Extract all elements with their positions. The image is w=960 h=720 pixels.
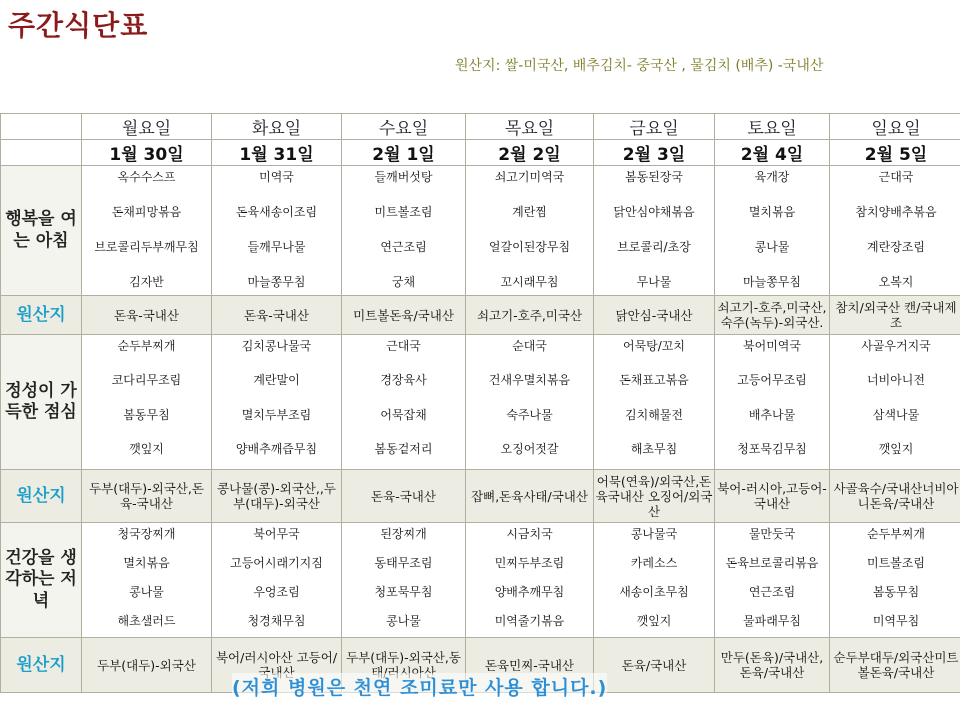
menu-item: 꼬시래무침 [500, 275, 559, 289]
menu-item: 봄동무침 [872, 585, 920, 599]
day-header: 수요일 [342, 114, 466, 140]
lunch-label: 정성이 가득한 점심 [1, 335, 82, 470]
lunch-day-cell [466, 335, 594, 470]
menu-item: 봄동된장국 [625, 170, 683, 184]
breakfast-day-cell [342, 166, 466, 296]
lunch-day-cell [594, 335, 715, 470]
menu-item: 들깨버섯탕 [374, 170, 433, 184]
corner-cell [1, 140, 82, 166]
menu-item: 마늘쫑무침 [743, 275, 801, 289]
menu-item: 순대국 [512, 339, 547, 353]
day-header: 월요일 [82, 114, 212, 140]
menu-item: 참치양배추볶음 [855, 205, 937, 219]
lunch-day-cell [715, 335, 830, 470]
origin-cell: 어묵(연육)/외국산,돈육국내산 오징어/외국산 [594, 470, 715, 523]
menu-item: 닭안심야채볶음 [613, 205, 695, 219]
date-header: 2월 5일 [830, 140, 960, 166]
dinner-day-cell [830, 523, 960, 638]
menu-item: 건새우멸치볶음 [488, 373, 571, 388]
menu-item: 된장찌개 [380, 527, 427, 541]
menu-item: 콩나물국 [630, 527, 678, 541]
menu-item: 어묵잡채 [380, 407, 427, 422]
breakfast-day-cell [212, 166, 342, 296]
origin-cell: 콩나물(콩)-외국산,,두부(대두)-외국산 [212, 470, 342, 523]
menu-item: 콩나물 [129, 585, 164, 599]
dinner-label: 건강을 생각하는 저녁 [1, 523, 82, 638]
menu-item: 삼색나물 [872, 407, 920, 422]
date-header: 2월 1일 [342, 140, 466, 166]
menu-item: 청포묵무침 [374, 585, 433, 599]
menu-item: 순두부찌개 [867, 527, 925, 541]
dinner-day-cell [466, 523, 594, 638]
dinner-day-cell [594, 523, 715, 638]
menu-item: 봄동겉저리 [374, 441, 433, 456]
dinner-day-cell [82, 523, 212, 638]
menu-item: 육개장 [754, 170, 790, 184]
menu-item: 해초샐러드 [117, 614, 176, 628]
menu-item: 들깨무나물 [247, 240, 306, 254]
menu-item: 북어무국 [253, 527, 300, 541]
origin-cell: 돈육/국내산 [594, 638, 715, 693]
menu-item: 콩나물 [754, 240, 790, 254]
menu-item: 얼갈이된장무침 [488, 240, 571, 254]
day-header: 금요일 [594, 114, 715, 140]
menu-item: 청경채무침 [247, 614, 306, 628]
origin-cell: 쇠고기-호주,미국산,숙주(녹두)-외국산. [715, 296, 830, 335]
menu-item: 연근조림 [748, 585, 796, 599]
menu-item: 경장육사 [380, 373, 427, 388]
origin-label: 원산지 [1, 638, 82, 693]
origin-label: 원산지 [1, 470, 82, 523]
menu-item: 계란찜 [512, 205, 547, 219]
breakfast-row [1, 166, 960, 296]
menu-item: 봄동무침 [123, 407, 170, 422]
day-header: 목요일 [466, 114, 594, 140]
breakfast-day-cell [466, 166, 594, 296]
origin-cell: 두부(대두)-외국산,동 [342, 638, 466, 693]
origin-cell: 북어-러시아,고등어-국내산 [715, 470, 830, 523]
menu-item: 콩나물 [386, 614, 421, 628]
origin-label: 원산지 [1, 296, 82, 335]
menu-item: 고등어시래기지짐 [230, 556, 323, 570]
dinner-day-cell [715, 523, 830, 638]
origin-cell: 돈육민찌-국내산 [466, 638, 594, 693]
menu-item: 너비아니전 [867, 373, 925, 388]
day-header-row [1, 114, 960, 140]
menu-item: 멸치볶음 [748, 205, 796, 219]
lunch-day-cell [342, 335, 466, 470]
menu-item: 오징어젓갈 [500, 441, 559, 456]
breakfast-day-cell [715, 166, 830, 296]
lunch-day-cell [82, 335, 212, 470]
breakfast-day-cell [830, 166, 960, 296]
menu-item: 오복지 [878, 275, 914, 289]
origin-cell: 사골육수/국내산너비아니돈육/국내산 [830, 470, 960, 523]
menu-item: 깻잎지 [878, 441, 914, 456]
menu-item: 근대국 [878, 170, 914, 184]
lunch-day-cell [212, 335, 342, 470]
menu-item: 미역줄기볶음 [494, 614, 565, 628]
origin-cell: 돈육-국내산 [342, 470, 466, 523]
lunch-day-cell [830, 335, 960, 470]
day-header: 화요일 [212, 114, 342, 140]
menu-item: 김자반 [129, 275, 164, 289]
lunch-origin-row [1, 470, 960, 523]
menu-item: 계란장조림 [867, 240, 925, 254]
menu-item: 사골우거지국 [861, 339, 931, 353]
date-header-row [1, 140, 960, 166]
menu-item: 멸치볶음 [123, 556, 170, 570]
menu-item: 물파래무침 [743, 614, 801, 628]
menu-item: 민찌두부조림 [494, 556, 565, 570]
menu-item: 카레소스 [630, 556, 678, 570]
date-header: 1월 30일 [82, 140, 212, 166]
corner-cell [1, 114, 82, 140]
breakfast-day-cell [594, 166, 715, 296]
origin-cell: 쇠고기-호주,미국산 [466, 296, 594, 335]
menu-item: 코다리무조림 [111, 373, 182, 388]
menu-item: 연근조림 [380, 240, 427, 254]
breakfast-origin-row [1, 296, 960, 335]
menu-item: 브로콜리두부깨무침 [94, 240, 199, 254]
menu-item: 돈채피망볶음 [111, 205, 182, 219]
origin-cell: 두부(대두)-외국산,돈육-국내산 [82, 470, 212, 523]
menu-item: 무나물 [636, 275, 672, 289]
menu-item: 돈채표고볶음 [619, 373, 689, 388]
menu-item: 미역국 [259, 170, 294, 184]
menu-item: 옥수수스프 [117, 170, 176, 184]
menu-item: 멸치두부조림 [241, 407, 312, 422]
breakfast-label: 행복을 여는 아침 [1, 166, 82, 296]
origin-cell: 잡뼈,돈육사태/국내산 [466, 470, 594, 523]
date-header: 2월 2일 [466, 140, 594, 166]
menu-item: 브로콜리/초장 [617, 240, 691, 254]
menu-item: 근대국 [386, 339, 421, 353]
menu-item: 청국장찌개 [117, 527, 176, 541]
menu-item: 미트볼조림 [867, 556, 925, 570]
origin-cell: 돈육-국내산 [212, 296, 342, 335]
origin-cell: 닭안심-국내산 [594, 296, 715, 335]
menu-item: 쇠고기미역국 [494, 170, 565, 184]
menu-item: 숙주나물 [506, 407, 553, 422]
date-header: 2월 3일 [594, 140, 715, 166]
menu-item: 새송이초무침 [619, 585, 689, 599]
menu-item: 돈육새송이조림 [235, 205, 318, 219]
dinner-row [1, 523, 960, 638]
dinner-day-cell [212, 523, 342, 638]
menu-item: 양배추깨무침 [494, 585, 565, 599]
day-header: 일요일 [830, 114, 960, 140]
menu-item: 순두부찌개 [117, 339, 176, 353]
menu-item: 깻잎지 [636, 614, 672, 628]
menu-item: 물만둣국 [748, 527, 796, 541]
menu-item: 어묵탕/꼬치 [622, 339, 685, 353]
lunch-row [1, 335, 960, 470]
footnote: (저희 병원은 천연 조미료만 사용 합니다.) [232, 673, 607, 700]
menu-item: 계란말이 [253, 373, 300, 388]
dinner-day-cell [342, 523, 466, 638]
menu-item: 궁채 [391, 275, 416, 289]
menu-item: 청포묵김무침 [737, 441, 807, 456]
menu-item: 미역무침 [872, 614, 920, 628]
menu-item: 돈육브로콜리볶음 [725, 556, 819, 570]
menu-item: 시금치국 [506, 527, 553, 541]
menu-item: 마늘쫑무침 [247, 275, 306, 289]
menu-item: 미트볼조림 [374, 205, 433, 219]
origin-cell: 만두(돈육)/국내산,돈육/국내산 [715, 638, 830, 693]
origin-cell: 참치/외국산 캔/국내제조 [830, 296, 960, 335]
menu-item: 배추나물 [748, 407, 796, 422]
origin-cell: 미트볼돈육/국내산 [342, 296, 466, 335]
menu-item: 동태무조림 [374, 556, 433, 570]
menu-item: 김치해물전 [625, 407, 683, 422]
date-header: 1월 31일 [212, 140, 342, 166]
origin-cell: 두부(대두)-외국산 [82, 638, 212, 693]
origin-note: 원산지: 쌀-미국산, 배추김치- 중국산 , 물김치 (배추) -국내산 [455, 58, 824, 74]
menu-item: 고등어무조림 [737, 373, 807, 388]
menu-item: 해초무침 [630, 441, 678, 456]
menu-item: 김치콩나물국 [241, 339, 312, 353]
day-header: 토요일 [715, 114, 830, 140]
date-header: 2월 4일 [715, 140, 830, 166]
menu-item: 깻잎지 [129, 441, 164, 456]
page-title: 주간식단표 [8, 9, 149, 42]
breakfast-day-cell [82, 166, 212, 296]
menu-item: 양배추깨즙무침 [235, 441, 318, 456]
menu-item: 우엉조림 [253, 585, 300, 599]
menu-item: 북어미역국 [743, 339, 801, 353]
origin-cell: 순두부대두/외국산미트볼돈육/국내산 [830, 638, 960, 693]
weekly-menu-table [0, 113, 960, 693]
origin-cell: 북어/러시아산 고등어/ [212, 638, 342, 693]
origin-cell: 돈육-국내산 [82, 296, 212, 335]
